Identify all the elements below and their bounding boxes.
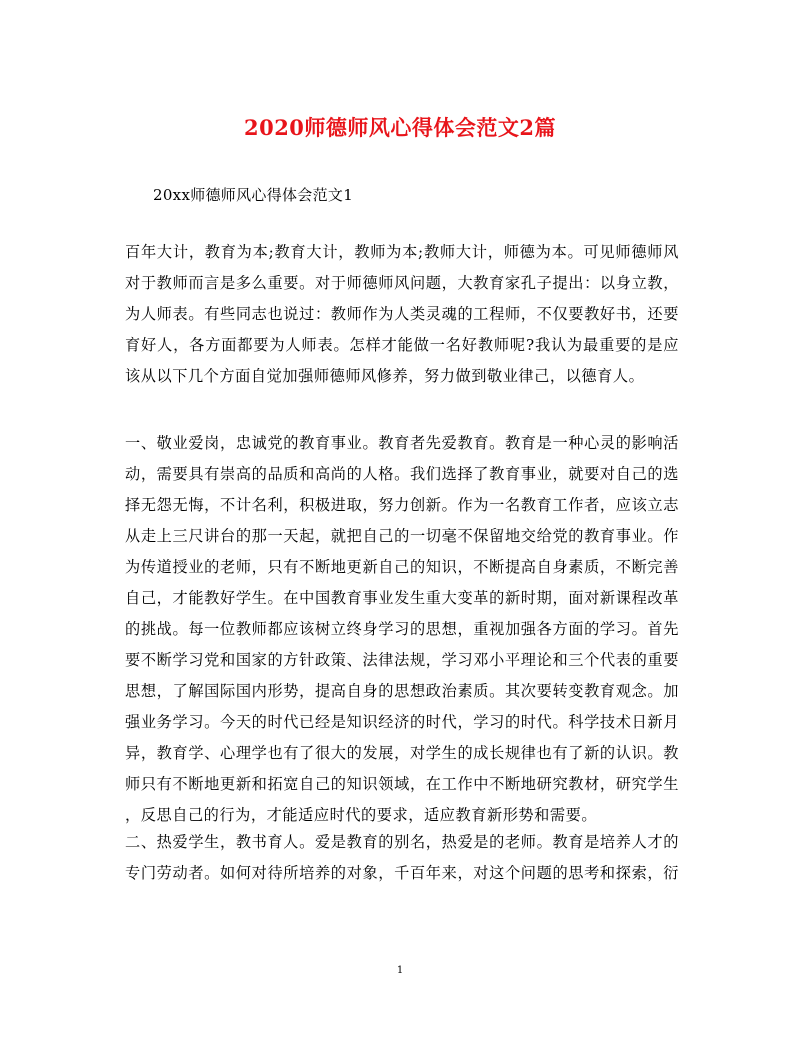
paragraph-line: 专门劳动者。如何对待所培养的对象，千百年来，对这个问题的思考和探索，衍 [125, 864, 679, 882]
document-subtitle: 20xx师德师风心得体会范文1 [153, 186, 354, 204]
paragraph-line: 异，教育学、心理学也有了很大的发展，对学生的成长规律也有了新的认识。教 [125, 744, 679, 762]
paragraph-line: 二、热爱学生，教书育人。爱是教育的别名，热爱是的老师。教育是培养人才的 [125, 833, 679, 851]
paragraph-line: 择无怨无悔，不计名利，积极进取，努力创新。作为一名教育工作者，应该立志 [125, 496, 679, 514]
paragraph-intro [125, 237, 679, 392]
paragraph-line: 为传道授业的老师，只有不断地更新自己的知识，不断提高自身素质，不断完善 [125, 558, 679, 576]
paragraph-line: ，反思自己的行为，才能适应时代的要求，适应教育新形势和需要。 [125, 806, 598, 824]
paragraph-line: 自己，才能教好学生。在中国教育事业发生重大变革的新时期，面对新课程改革 [125, 589, 679, 607]
paragraph-line: 动，需要具有崇高的品质和高尚的人格。我们选择了教育事业，就要对自己的选 [125, 465, 679, 483]
paragraph-line: 师只有不断地更新和拓宽自己的知识领域，在工作中不断地研究教材，研究学生 [125, 775, 679, 793]
paragraph-section-two [125, 827, 679, 889]
paragraph-line: 的挑战。每一位教师都应该树立终身学习的思想，重视加强各方面的学习。首先 [125, 620, 679, 638]
paragraph-line: 要不断学习党和国家的方针政策、法律法规，学习邓小平理论和三个代表的重要 [125, 651, 679, 669]
paragraph-line: 为人师表。有些同志也说过：教师作为人类灵魂的工程师，不仅要教好书，还要 [125, 305, 679, 323]
paragraph-line: 对于教师而言是多么重要。对于师德师风问题，大教育家孔子提出：以身立教， [125, 274, 679, 292]
paragraph-line: 强业务学习。今天的时代已经是知识经济的时代，学习的时代。科学技术日新月 [125, 713, 679, 731]
page-number: 1 [396, 965, 404, 976]
paragraph-line: 育好人，各方面都要为人师表。怎样才能做一名好教师呢?我认为最重要的是应 [125, 336, 679, 354]
document-title: 2020师德师风心得体会范文2篇 [243, 115, 557, 140]
paragraph-line: 百年大计，教育为本;教育大计，教师为本;教师大计，师德为本。可见师德师风 [125, 243, 679, 261]
paragraph-line: 思想，了解国际国内形势，提高自身的思想政治素质。其次要转变教育观念。加 [125, 682, 679, 700]
paragraph-line: 从走上三尺讲台的那一天起，就把自己的一切毫不保留地交给党的教育事业。作 [125, 527, 679, 545]
paragraph-section-one [125, 428, 679, 831]
paragraph-line: 一、敬业爱岗，忠诚党的教育事业。教育者先爱教育。教育是一种心灵的影响活 [125, 434, 679, 452]
paragraph-line: 该从以下几个方面自觉加强师德师风修养，努力做到敬业律己，以德育人。 [125, 367, 645, 385]
